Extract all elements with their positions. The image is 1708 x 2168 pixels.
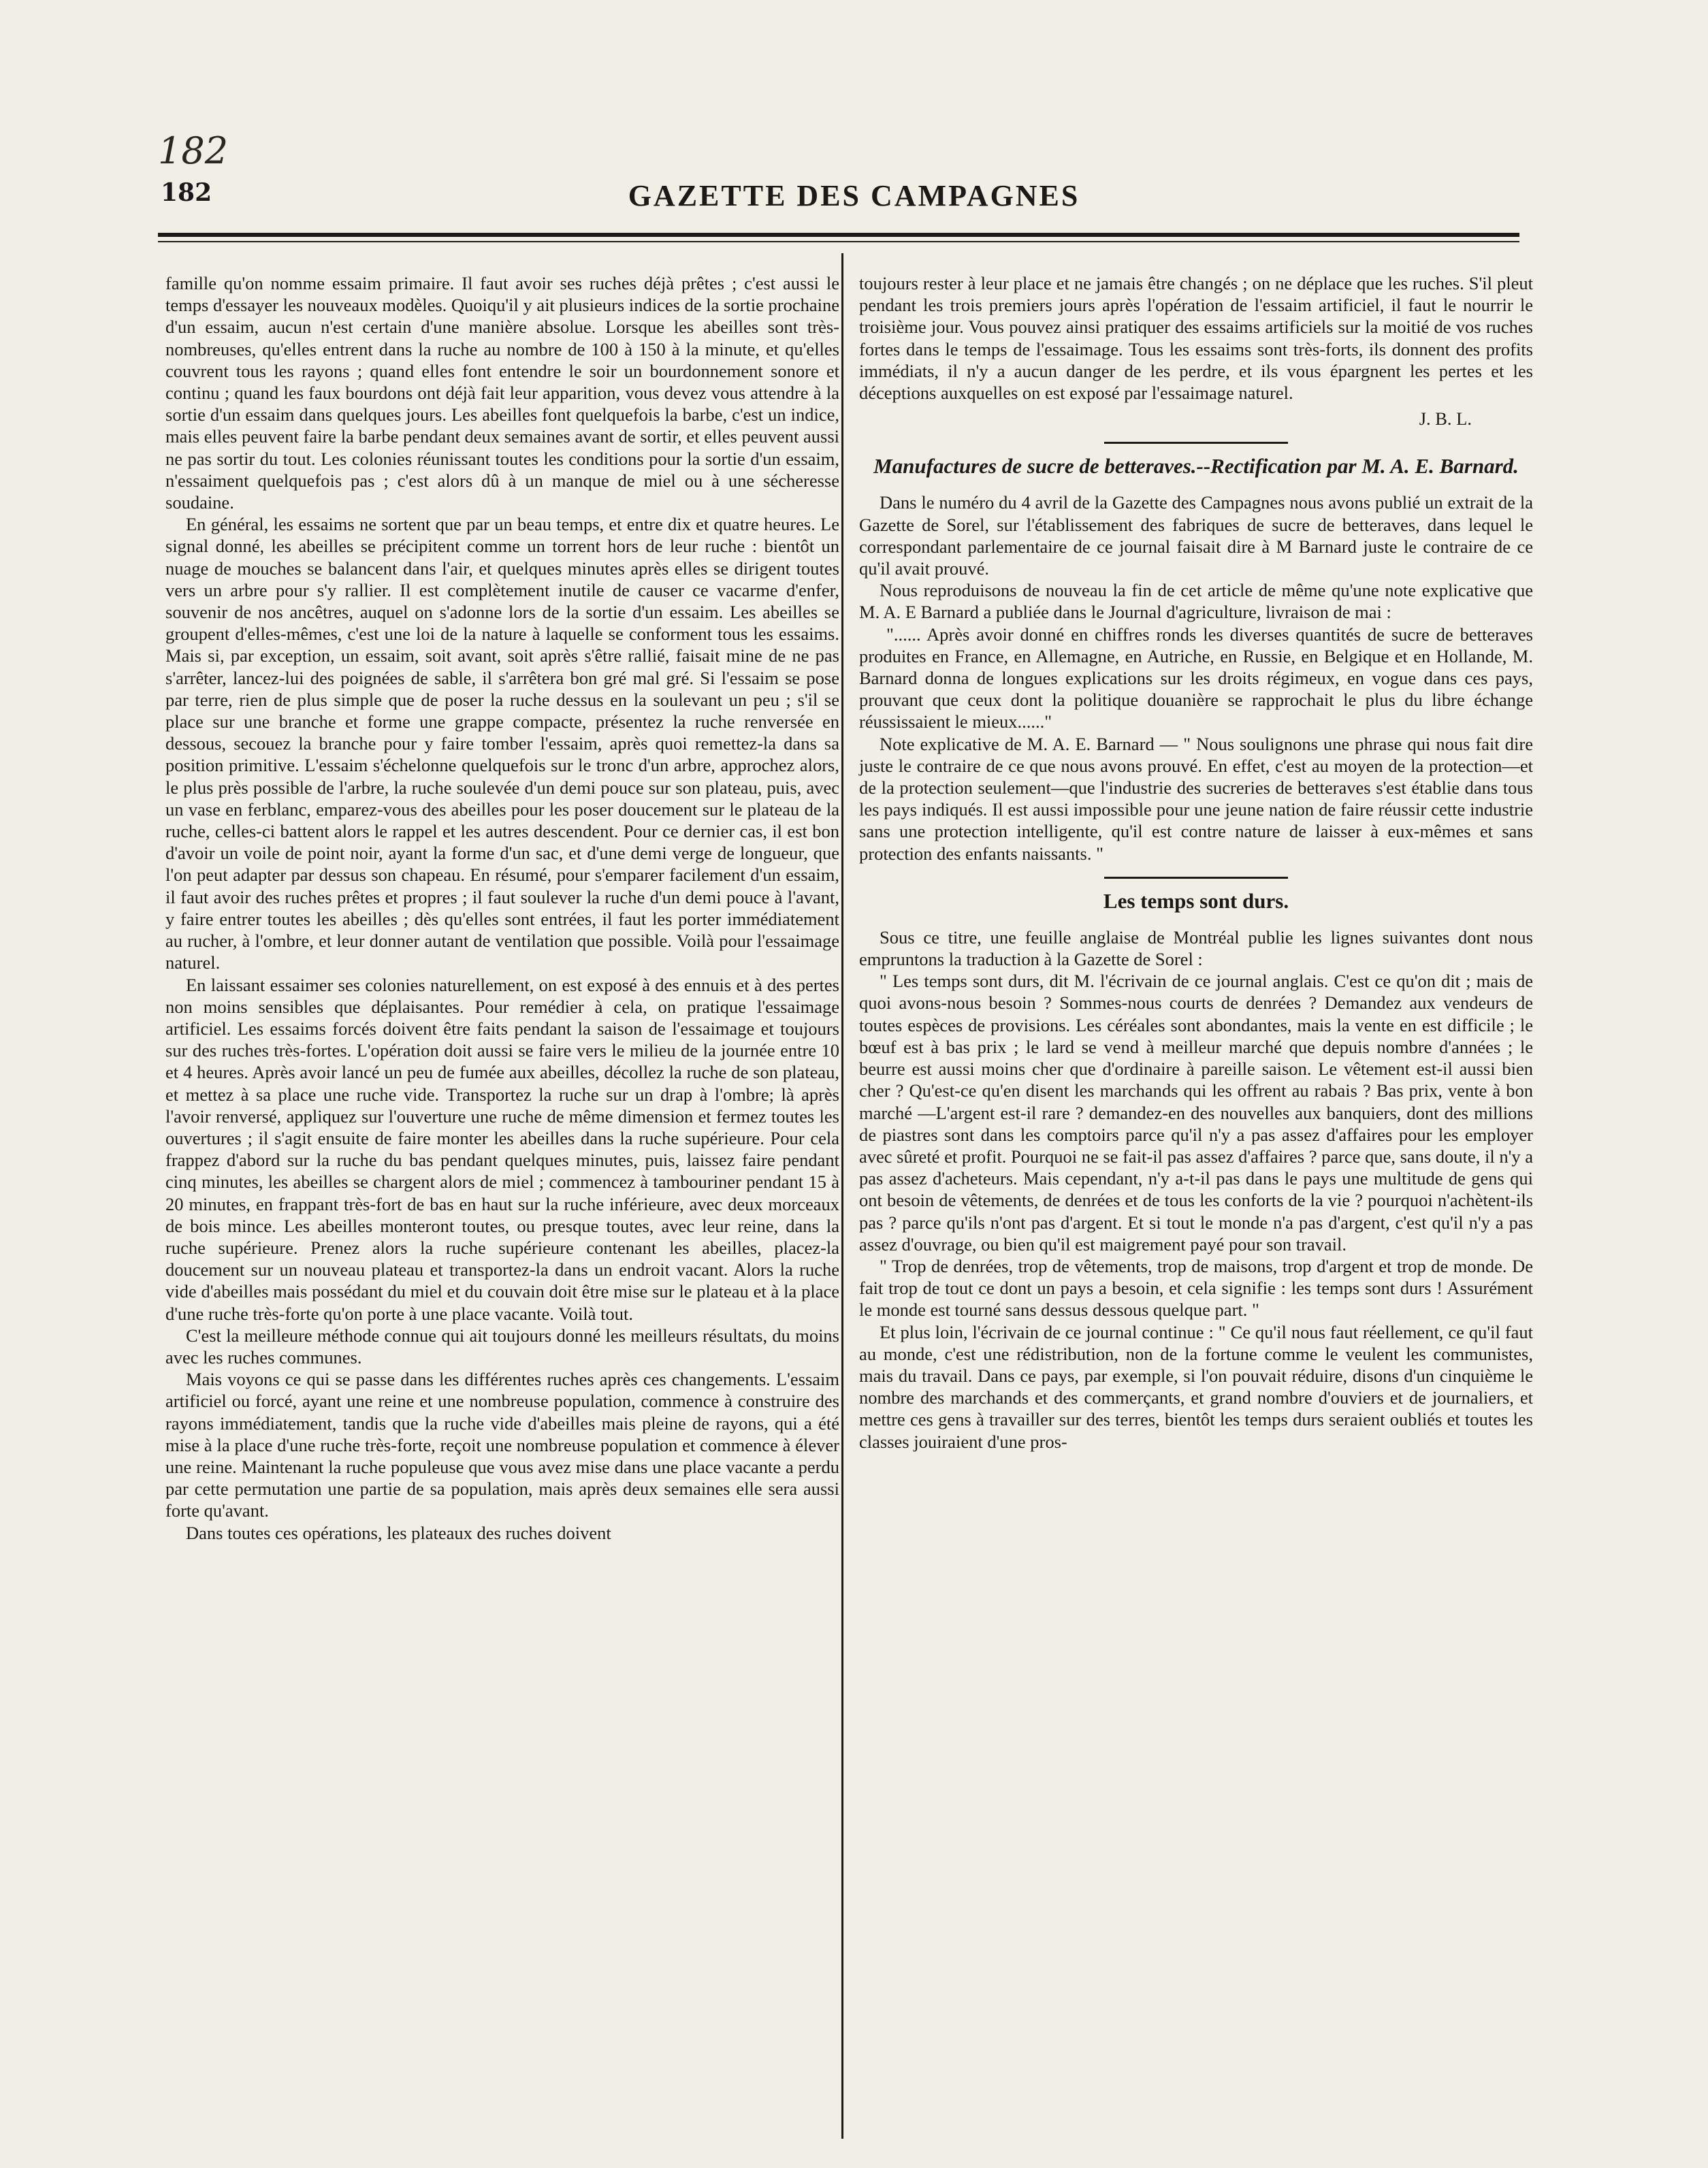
right-column: [859, 272, 1533, 1453]
hard-times-paragraph-1: Sous ce titre, une feuille anglaise de Montréal publie les lignes suivantes dont nous empruntons la traduction à la Gazette de Sorel :: [859, 926, 1533, 970]
section-separator-2: [1104, 877, 1288, 879]
sugar-paragraph-1: Dans le numéro du 4 avril de la Gazette des Campagnes nous avons publié un extrait de la Gazette de Sorel, sur l'établissement des fabriques de sucre de betteraves, dans lequel le correspondant parlementaire de ce journal faisait dire à M Barnard juste le contraire de ce qu'il avait prouvé.: [859, 492, 1533, 579]
section-title-sugar-beet: Manufactures de sucre de betteraves.--Rectification par M. A. E. Barnard.: [873, 454, 1519, 479]
section-title-hard-times: Les temps sont durs.: [1103, 888, 1289, 913]
hard-times-paragraph-2: " Les temps sont durs, dit M. l'écrivain de ce journal anglais. C'est ce qu'on dit ; mais de quoi avons-nous besoin ? Sommes-nous courts de denrées ? Demandez aux vendeurs de toutes espèces de provisions. Les céréales sont abondantes, mais la vente en est difficile ; le bœuf est à bas prix ; le lard se vend à meilleur marché que depuis nombre d'années ; le beurre est aussi moins cher que d'ordinaire à pareille saison. Le vêtement est-il aussi bien cher ? Qu'est-ce qu'en disent les marchands qui les offrent au rabais ? Bas prix, vente à bon marché —L'argent est-il rare ? demandez-en des nouvelles aux banquiers, dont des millions de piastres sont dans les comptoirs parce qu'il n'y a pas assez d'affaires pour les employer avec sûreté et profit. Pourquoi ne se fait-il pas assez d'affaires ? parce que, sans doute, il n'y a pas assez d'acheteurs. Mais cependant, n'y a-t-il pas dans le pays une multitude de gens qui ont besoin de vêtements, de denrées et de tous les conforts de la vie ? pourquoi n'achètent-ils pas ? parce qu'ils n'ont pas d'argent. Et si tout le monde n'a pas d'argent, c'est qu'il n'y a pas assez d'ouvrage, ou bien qu'il est maigrement payé pour son travail.: [859, 971, 1533, 1255]
sugar-paragraph-2: Nous reproduisons de nouveau la fin de cet article de même qu'une note explicative que M. A. E Barnard a publiée dans le Journal d'agriculture, livraison de mai :: [859, 580, 1533, 623]
left-paragraph-2: En général, les essaims ne sortent que par un beau temps, et entre dix et quatre heures. Le signal donné, les abeilles se précipitent comme un torrent hors de leur ruche : bientôt un nuage de mouches se balancent dans l'air, et quelques minutes après elles se dirigent toutes vers un arbre pour s'y rallier. Il est complètement inutile de causer ce vacarme d'enfer, souvenir de nos ancêtres, auquel on s'adonne lors de la sortie d'un essaim. Les abeilles se groupent d'elles-mêmes, c'est une loi de la nature à laquelle se conforment tous les essaims. Mais si, par exception, un essaim, soit avant, soit après s'être rallié, faisait mine de ne pas s'arrêter, lancez-lui des poignées de sable, il s'arrêtera bon gré mal gré. Si l'essaim se pose par terre, rien de plus simple que de poser la ruche dessus en la soulevant un peu ; s'il se place sur une branche et forme une grappe compacte, présentez la ruche renversée en dessous, secouez la branche pour y faire tomber l'essaim, après quoi remettez-la dans sa position primitive. L'essaim s'échelonne quelquefois sur le tronc d'un arbre, approchez alors, le plus près possible de l'arbre, la ruche soulevée d'un demi pouce sur son plateau, puis, avec un vase en ferblanc, emparez-vous des abeilles pour les poser doucement sur le plateau de la ruche, celles-ci battent alors le rappel et les autres descendent. Pour ce dernier cas, il est bon d'avoir un voile de point noir, ayant la forme d'un sac, et d'une demi verge de longueur, que l'on peut adapter par dessus son chapeau. En résumé, pour s'emparer facilement d'un essaim, il faut avoir des ruches prêtes et propres ; il faut soulever la ruche d'un demi pouce à l'avant, y faire entrer toutes les abeilles ; dès qu'elles sont entrées, il faut les porter immédiatement au rucher, à l'ombre, et leur donner autant de ventilation que possible. Voilà pour l'essaimage naturel.: [165, 514, 839, 973]
masthead-title: GAZETTE DES CAMPAGNES: [628, 179, 1080, 212]
left-paragraph-5: Mais voyons ce qui se passe dans les différentes ruches après ces changements. L'essaim artificiel ou forcé, ayant une reine et une nombreuse population, commence à construire des rayons immédiatement, tandis que la ruche vide d'abeilles mais pleine de rayons, qui a été mise à la place d'une ruche très-forte, reçoit une nombreuse population et commence à élever une reine. Maintenant la ruche populeuse que vous avez mise dans une place vacante a perdu par cette permutation une partie de sa population, mais après deux semaines elle sera aussi forte qu'avant.: [165, 1369, 839, 1521]
left-column: [165, 272, 839, 1544]
printed-page-number: 182: [161, 178, 212, 207]
header-rule-thin: [158, 241, 1519, 242]
right-continuation-paragraph: toujours rester à leur place et ne jamais être changés ; on ne déplace que les ruches. S'il pleut pendant les trois premiers jours après l'opération de l'essaim artificiel, il faut le nourrir le troisième jour. Vous pouvez ainsi pratiquer des essaims artificiels sur la moitié de vos ruches fortes dans le temps de l'essaimage. Tous les essaims sont très-forts, ils donnent des profits immédiats, il n'y a aucun danger de les perdre, et ils vous épargnent les pertes et les déceptions auxquelles on est exposé par l'essaimage naturel.: [859, 273, 1533, 404]
hard-times-paragraph-4: Et plus loin, l'écrivain de ce journal continue : " Ce qu'il nous faut réellement, ce qu'il faut au monde, c'est une rédistribution, non de la fortune comme le veulent les communistes, mais du travail. Dans ce pays, par exemple, si l'on pouvait réduire, disons d'un cinquième le nombre des marchands et des commerçants, et grand nombre d'ouviers et de journaliers, et mettre ces gens à travailler sur des terres, bientôt les temps durs seraient oubliés et toutes les classes jouiraient d'une pros-: [859, 1321, 1533, 1452]
header-rule-thick: [158, 233, 1519, 237]
column-divider: [841, 253, 843, 2139]
sugar-quote: "...... Après avoir donné en chiffres ronds les diverses quantités de sucre de betteraves produites en France, en Allemagne, en Autriche, en Russie, en Belgique et en Hollande, M. Barnard donna de longues explications sur les droits régimeux, en vogue dans ces pays, prouvant que ceux dont la politique douanière se rapprochait le plus du libre échange réussissaient le mieux......": [859, 624, 1533, 732]
section-separator-1: [1104, 442, 1288, 444]
left-paragraph-6: Dans toutes ces opérations, les plateaux des ruches doivent: [186, 1522, 611, 1543]
hard-times-paragraph-3: " Trop de denrées, trop de vêtements, trop de maisons, trop d'argent et trop de monde. De fait trop de tout ce dont un pays a besoin, et cela signifie : les temps sont durs ! Assurément le monde est tourné sans dessus dessous quelque part. ": [859, 1255, 1533, 1321]
handwritten-page-number: 182: [158, 129, 229, 172]
sugar-note: Note explicative de M. A. E. Barnard — " Nous soulignons une phrase qui nous fait dire juste le contraire de ce que nous avons prouvé. En effet, c'est au moyen de la protection—et de la protection seulement—que l'industrie des sucreries de betteraves s'est établie dans tous les pays indiqués. Il est aussi impossible pour une jeune nation de faire réussir cette industrie sans une protection intelligente, qu'il est contre nature de laisser à eux-mêmes et sans protection des enfants naissants. ": [859, 733, 1533, 864]
left-paragraph-1: famille qu'on nomme essaim primaire. Il faut avoir ses ruches déjà prêtes ; c'est aussi le temps d'essayer les nouveaux modèles. Quoiqu'il y ait plusieurs indices de la sortie prochaine d'un essaim, aucun n'est certain d'une manière absolue. Lorsque les abeilles sont très-nombreuses, qu'elles entrent dans la ruche au nombre de 100 à 150 à la minute, et qu'elles couvrent tous les rayons ; quand elles font entendre le soir un bourdonnement sonore et continu ; quand les faux bourdons ont déjà fait leur apparition, vous devez vous attendre à la sortie d'un essaim dans quelques jours. Les abeilles font quelquefois la barbe, c'est un indice, mais elles peuvent faire la barbe pendant deux semaines avant de sortir, et elles peuvent aussi ne pas sortir du tout. Les colonies réunissant toutes les conditions pour la sortie d'un essaim, n'essaiment quelquefois pas ; c'est alors dû à un manque de miel ou à une sécheresse soudaine.: [165, 273, 839, 513]
left-paragraph-3: En laissant essaimer ses colonies naturellement, on est exposé à des ennuis et à des pertes non moins sensibles que déplaisantes. Pour remédier à cela, on pratique l'essaimage artificiel. Les essaims forcés doivent être faits pendant la saison de l'essaimage et toujours sur des ruches très-fortes. L'opération doit aussi se faire vers le milieu de la journée entre 10 et 4 heures. Après avoir lancé un peu de fumée aux abeilles, décollez la ruche de son plateau, et mettez à sa place une ruche vide. Transportez la ruche sur un drap à l'ombre; là après l'avoir renversé, appliquez sur l'ouverture une ruche de même dimension et fermez toutes les ouvertures ; il s'agit ensuite de faire monter les abeilles dans la ruche supérieure. Pour cela frappez d'abord sur la ruche du bas pendant quelques minutes, puis, laissez faire pendant cinq minutes, les abeilles se chargent alors de miel ; commencez à tambouriner pendant 15 à 20 minutes, en frappant très-fort de bas en haut sur la ruche inférieure, avec deux morceaux de bois mince. Les abeilles monteront toutes, ou presque toutes, avec leur reine, dans la ruche supérieure. Prenez alors la ruche supérieure contenant les abeilles, placez-la doucement sur un nouveau plateau et transportez-la dans un endroit vacant. Alors la ruche vide d'abeilles mais possédant du miel et du couvain doit être mise sur le plateau et à la place d'une ruche très-forte qu'on porte à une place vacante. Voilà tout.: [165, 974, 839, 1324]
article-signature: J. B. L.: [1419, 408, 1472, 430]
left-paragraph-4: C'est la meilleure méthode connue qui ait toujours donné les meilleurs résultats, du moins avec les ruches communes.: [165, 1325, 839, 1368]
